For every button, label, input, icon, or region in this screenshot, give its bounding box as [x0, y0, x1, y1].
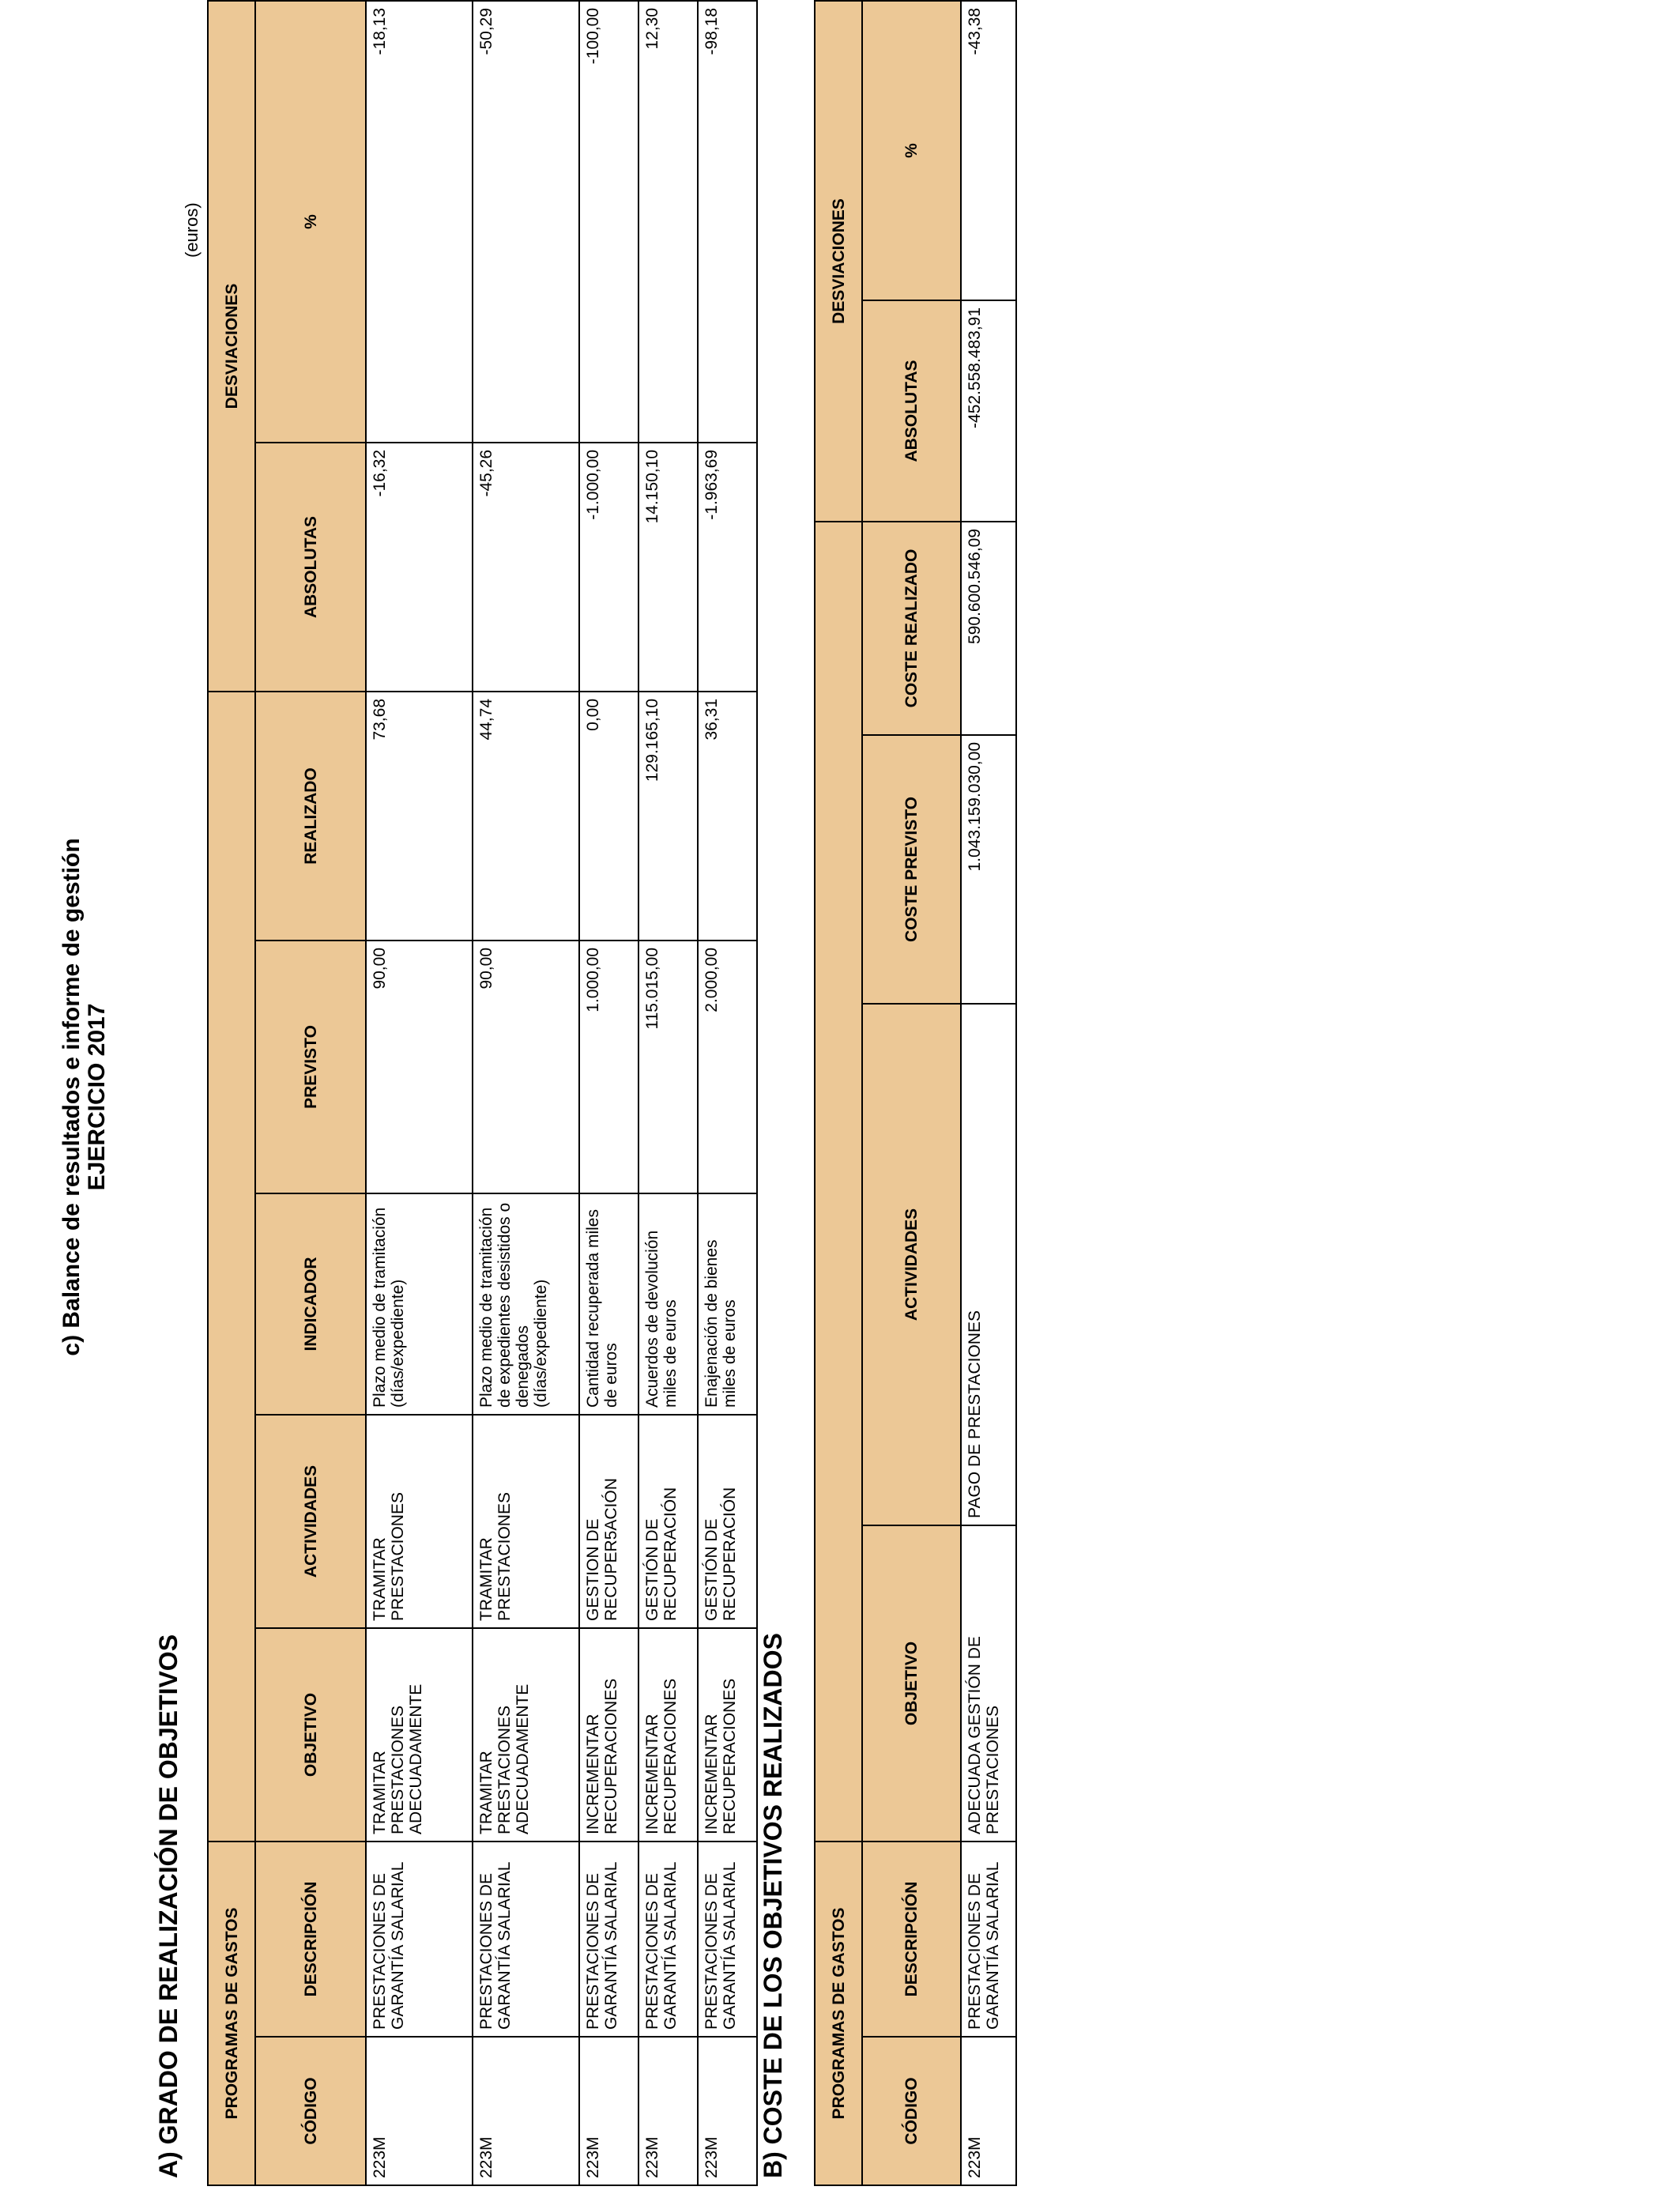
cell-absolutas: -1.000,00 — [579, 443, 638, 692]
col-header-absolutas: ABSOLUTAS — [255, 443, 366, 692]
group-header-desviaciones: DESVIACIONES — [208, 1, 255, 692]
cell-indicador: Enajenación de bienes miles de euros — [698, 1193, 757, 1415]
cell-coste-previsto: 1.043.159.030,00 — [961, 735, 1016, 1004]
cell-realizado: 129.165,10 — [638, 692, 698, 941]
cell-porcentaje: -18,13 — [366, 1, 473, 443]
group-header-programas: PROGRAMAS DE GASTOS — [815, 1842, 862, 2185]
cell-codigo: 223M — [366, 2037, 473, 2185]
group-header-desviaciones: DESVIACIONES — [815, 1, 862, 522]
table-group-header-row — [208, 1, 255, 2185]
cell-absolutas: -452.558.483,91 — [961, 300, 1016, 522]
col-header-absolutas: ABSOLUTAS — [862, 300, 961, 522]
cell-objetivo: TRAMITAR PRESTACIONES ADECUADAMENTE — [366, 1628, 473, 1842]
col-header-objetivo: OBJETIVO — [862, 1525, 961, 1842]
cell-codigo: 223M — [579, 2037, 638, 2185]
col-header-objetivo: OBJETIVO — [255, 1628, 366, 1842]
table-row — [698, 1, 757, 2185]
col-header-previsto: PREVISTO — [255, 941, 366, 1193]
col-header-codigo: CÓDIGO — [862, 2037, 961, 2185]
col-header-porcentaje: % — [862, 1, 961, 300]
cell-objetivo: INCREMENTAR RECUPERACIONES — [698, 1628, 757, 1842]
cell-porcentaje: -50,29 — [473, 1, 579, 443]
table-row — [473, 1, 579, 2185]
col-header-codigo: CÓDIGO — [255, 2037, 366, 2185]
cell-previsto: 90,00 — [366, 941, 473, 1193]
cell-descripcion: PRESTACIONES DE GARANTÍA SALARIAL — [638, 1842, 698, 2037]
cell-objetivo: TRAMITAR PRESTACIONES ADECUADAMENTE — [473, 1628, 579, 1842]
table-row — [961, 1, 1016, 2185]
col-header-realizado: REALIZADO — [255, 692, 366, 941]
cell-porcentaje: -43,38 — [961, 1, 1016, 300]
cell-indicador: Cantidad recuperada miles de euros — [579, 1193, 638, 1415]
cell-absolutas: 14.150,10 — [638, 443, 698, 692]
col-header-descripcion: DESCRIPCIÓN — [255, 1842, 366, 2037]
table-row — [638, 1, 698, 2185]
cell-realizado: 36,31 — [698, 692, 757, 941]
cell-realizado: 0,00 — [579, 692, 638, 941]
col-header-actividades: ACTIVIDADES — [255, 1415, 366, 1628]
report-title-line2: EJERCICIO 2017 — [84, 1003, 110, 1191]
col-header-actividades: ACTIVIDADES — [862, 1004, 961, 1525]
cell-actividades: GESTIÓN DE RECUPERACIÓN — [638, 1415, 698, 1628]
cell-descripcion: PRESTACIONES DE GARANTÍA SALARIAL — [473, 1842, 579, 2037]
col-header-porcentaje: % — [255, 1, 366, 443]
cell-descripcion: PRESTACIONES DE GARANTÍA SALARIAL — [579, 1842, 638, 2037]
objectives-table — [207, 0, 758, 2186]
table-row — [366, 1, 473, 2185]
cell-previsto: 115.015,00 — [638, 941, 698, 1193]
col-header-coste-realizado: COSTE REALIZADO — [862, 522, 961, 735]
table-group-header-row — [815, 1, 862, 2185]
cell-codigo: 223M — [698, 2037, 757, 2185]
cell-porcentaje: -100,00 — [579, 1, 638, 443]
cell-previsto: 1.000,00 — [579, 941, 638, 1193]
cell-descripcion: PRESTACIONES DE GARANTÍA SALARIAL — [366, 1842, 473, 2037]
report-title-line1: c) Balance de resultados e informe de gestión — [58, 838, 85, 1356]
group-header-empty — [815, 522, 862, 1842]
cell-objetivo: INCREMENTAR RECUPERACIONES — [638, 1628, 698, 1842]
cell-absolutas: -16,32 — [366, 443, 473, 692]
costs-table — [814, 0, 1017, 2186]
cell-porcentaje: -98,18 — [698, 1, 757, 443]
cell-indicador: Acuerdos de devolución miles de euros — [638, 1193, 698, 1415]
cell-absolutas: -45,26 — [473, 443, 579, 692]
cell-codigo: 223M — [638, 2037, 698, 2185]
cell-previsto: 90,00 — [473, 941, 579, 1193]
cell-actividades: PAGO DE PRESTACIONES — [961, 1004, 1016, 1525]
col-header-coste-previsto: COSTE PREVISTO — [862, 735, 961, 1004]
cell-actividades: GESTIÓN DE RECUPERACIÓN — [698, 1415, 757, 1628]
cell-indicador: Plazo medio de tramitación de expedientes desistidos o denegados (días/expediente) — [473, 1193, 579, 1415]
cell-actividades: TRAMITAR PRESTACIONES — [366, 1415, 473, 1628]
group-header-empty — [208, 692, 255, 1842]
cell-realizado: 44,74 — [473, 692, 579, 941]
report-title — [59, 702, 110, 1492]
table-header-row — [255, 1, 366, 2185]
col-header-descripcion: DESCRIPCIÓN — [862, 1842, 961, 2037]
section-a-title: A) GRADO DE REALIZACIÓN DE OBJETIVOS — [154, 1634, 183, 2178]
cell-actividades: TRAMITAR PRESTACIONES — [473, 1415, 579, 1628]
cell-descripcion: PRESTACIONES DE GARANTÍA SALARIAL — [961, 1842, 1016, 2037]
units-label: (euros) — [182, 202, 202, 258]
table-header-row — [862, 1, 961, 2185]
table-row — [579, 1, 638, 2185]
cell-codigo: 223M — [961, 2037, 1016, 2185]
group-header-programas: PROGRAMAS DE GASTOS — [208, 1842, 255, 2185]
cell-objetivo: INCREMENTAR RECUPERACIONES — [579, 1628, 638, 1842]
cell-codigo: 223M — [473, 2037, 579, 2185]
cell-indicador: Plazo medio de tramitación (días/expediente) — [366, 1193, 473, 1415]
cell-coste-realizado: 590.600.546,09 — [961, 522, 1016, 735]
section-b-title: B) COSTE DE LOS OBJETIVOS REALIZADOS — [759, 1633, 787, 2178]
cell-porcentaje: 12,30 — [638, 1, 698, 443]
cell-actividades: GESTION DE RECUPER5ACIÓN — [579, 1415, 638, 1628]
cell-previsto: 2.000,00 — [698, 941, 757, 1193]
col-header-indicador: INDICADOR — [255, 1193, 366, 1415]
cell-absolutas: -1.963,69 — [698, 443, 757, 692]
cell-descripcion: PRESTACIONES DE GARANTÍA SALARIAL — [698, 1842, 757, 2037]
cell-realizado: 73,68 — [366, 692, 473, 941]
cell-objetivo: ADECUADA GESTIÓN DE PRESTACIONES — [961, 1525, 1016, 1842]
